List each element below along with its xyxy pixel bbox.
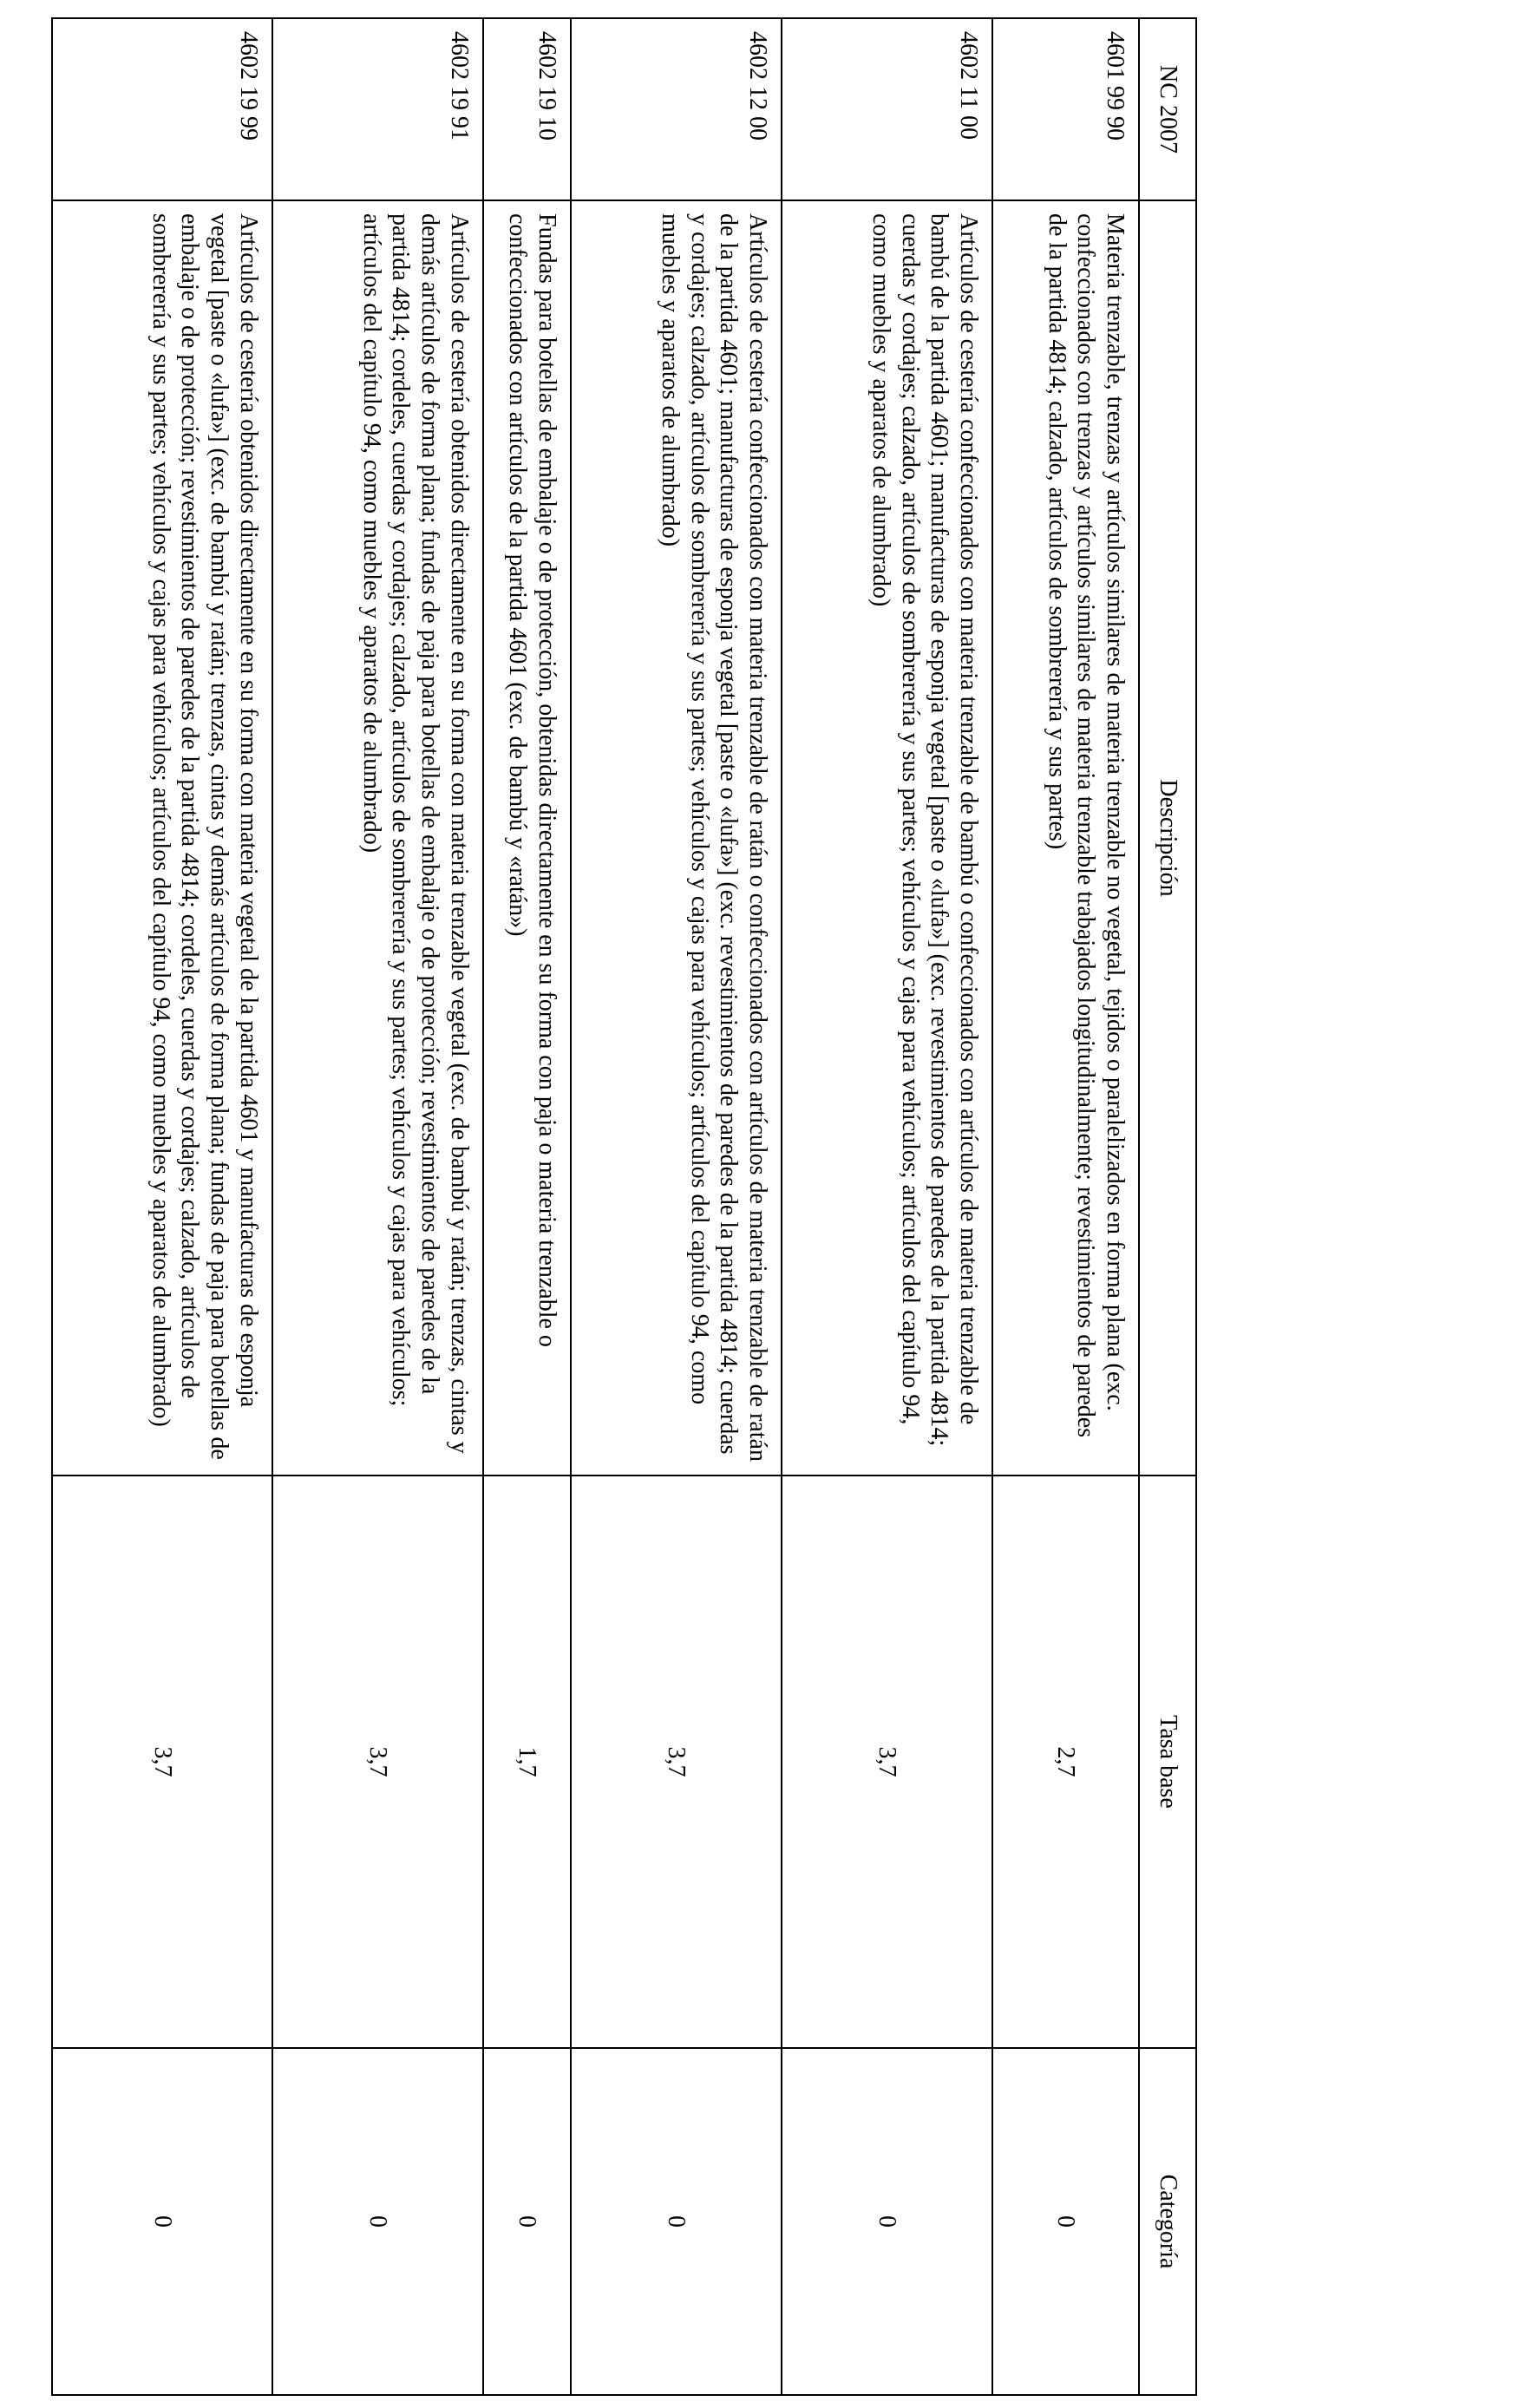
table-row: [483, 18, 571, 2395]
description-cell: Fundas para botellas de embalaje o de protección, obtenidas directamente en su forma con paja o materia trenzable o confeccionados con artículos de la partida 4601 (exc. de bambú y «ratán»): [483, 200, 571, 1476]
base-rate-cell: 3,7: [52, 1476, 272, 2048]
nc-code-cell: 4602 19 10: [483, 18, 571, 200]
header-categoria: Categoría: [1139, 2048, 1196, 2395]
base-rate-cell: 2,7: [992, 1476, 1139, 2048]
description-cell: Artículos de cestería obtenidos directamente en su forma con materia vegetal de la partida 4601 y manufacturas de esponja vegetal [paste o «lufa»] (exc. de bambú y ratán; trenzas, cintas y demás artículos de forma plana; fundas de paja para botellas de embalaje o de protección; revestimientos de paredes de la partida 4814; cordeles, cuerdas y cordajes; calzado, artículos de sombrerería y sus partes; vehículos y cajas para vehículos; artículos del capítulo 94, como muebles y aparatos de alumbrado): [52, 200, 272, 1476]
category-cell: 0: [52, 2048, 272, 2395]
nc-code-cell: 4602 19 99: [52, 18, 272, 200]
description-cell: Artículos de cestería confeccionados con materia trenzable de bambú o confeccionados con artículos de materia trenzable de bambú de la partida 4601; manufacturas de esponja vegetal [paste o «lufa»] (exc. revestimientos de paredes de la partida 4814; cuerdas y cordajes; calzado, artículos de sombrerería y sus partes; vehículos y cajas para vehículos; artículos del capítulo 94, como muebles y aparatos de alumbrado): [782, 200, 992, 1476]
tariff-table: [51, 17, 1197, 2396]
table-row: [272, 18, 483, 2395]
base-rate-cell: 3,7: [571, 1476, 782, 2048]
description-cell: Artículos de cestería confeccionados con materia trenzable de ratán o confeccionados con artículos de materia trenzable de ratán de la partida 4601; manufacturas de esponja vegetal [paste o «lufa»] (exc. revestimientos de paredes de la partida 4814; cuerdas y cordajes; calzado, artículos de sombrerería y sus partes; vehículos y cajas para vehículos; artículos del capítulo 94, como muebles y aparatos de alumbrado): [571, 200, 782, 1476]
category-cell: 0: [272, 2048, 483, 2395]
category-cell: 0: [483, 2048, 571, 2395]
header-tasa-base: Tasa base: [1139, 1476, 1196, 2048]
description-cell: Materia trenzable, trenzas y artículos similares de materia trenzable no vegetal, tejidos o paralelizados en forma plana (exc. confeccionados con trenzas y artículos similares de materia trenzable trabajados longitudinalmente; revestimientos de paredes de la partida 4814; calzado, artículos de sombrerería y sus partes): [992, 200, 1139, 1476]
nc-code-cell: 4602 19 91: [272, 18, 483, 200]
base-rate-cell: 3,7: [782, 1476, 992, 2048]
category-cell: 0: [992, 2048, 1139, 2395]
nc-code-cell: 4602 11 00: [782, 18, 992, 200]
base-rate-cell: 1,7: [483, 1476, 571, 2048]
table-row: [571, 18, 782, 2395]
rotated-page: [51, 17, 1197, 2394]
category-cell: 0: [782, 2048, 992, 2395]
nc-code-cell: 4601 99 90: [992, 18, 1139, 200]
description-cell: Artículos de cestería obtenidos directamente en su forma con materia trenzable vegetal (exc. de bambú y ratán; trenzas, cintas y demás artículos de forma plana; fundas de paja para botellas de embalaje o de protección; revestimientos de paredes de la partida 4814; cordeles, cuerdas y cordajes; calzado, artículos de sombrerería y sus partes; vehículos y cajas para vehículos; artículos del capítulo 94, como muebles y aparatos de alumbrado): [272, 200, 483, 1476]
nc-code-cell: 4602 12 00: [571, 18, 782, 200]
header-descripcion: Descripción: [1139, 200, 1196, 1476]
header-nc-2007: NC 2007: [1139, 18, 1196, 200]
table-row: [52, 18, 272, 2395]
table-row: [992, 18, 1139, 2395]
table-row: [782, 18, 992, 2395]
base-rate-cell: 3,7: [272, 1476, 483, 2048]
header-row: [1139, 18, 1196, 2395]
category-cell: 0: [571, 2048, 782, 2395]
